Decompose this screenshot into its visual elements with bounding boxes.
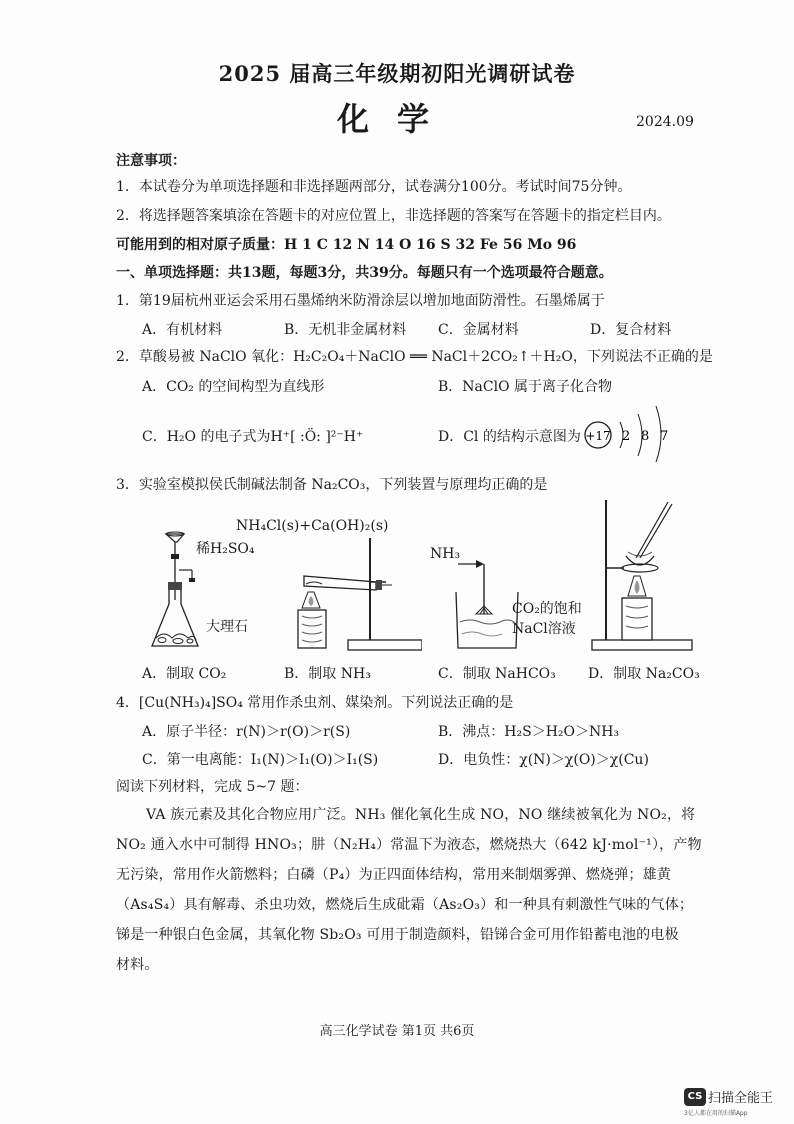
label-marble: 大理石 xyxy=(206,619,248,635)
subject-title: 化学 xyxy=(336,100,457,138)
q2-stem: 2．草酸易被 NaClO 氧化：H₂C₂O₄＋NaClO ══ NaCl＋2CO₂↑＋H₂O，下列说法不正确的是 xyxy=(116,349,713,365)
label-dilute-acid: 稀H₂SO₄ xyxy=(196,541,255,557)
section-heading: 一、单项选择题：共13题，每题3分，共39分。每题只有一个选项最符合题意。 xyxy=(116,265,613,281)
q1-option-a: A．有机材料 xyxy=(142,322,223,338)
label-reagent: NH₄Cl(s)+Ca(OH)₂(s) xyxy=(236,518,389,534)
apparatus-d-crucible xyxy=(588,496,698,656)
label-solution-line-1: CO₂的饱和 xyxy=(512,601,582,617)
q4-option-a: A．原子半径：r(N)＞r(O)＞r(S) xyxy=(142,724,351,740)
note-item-1: 1．本试卷分为单项选择题和非选择题两部分，试卷满分100分。考试时间75分钟。 xyxy=(116,179,632,195)
apparatus-c-beaker xyxy=(432,558,522,658)
exam-title: 2025 届高三年级期初阳光调研试卷 xyxy=(218,61,576,86)
cl-shell-3: 7 xyxy=(660,429,669,444)
scanner-tagline: 3亿人都在用的扫描App xyxy=(684,1110,748,1117)
q3-option-b: B．制取 NH₃ xyxy=(284,666,371,682)
q3-option-c: C．制取 NaHCO₃ xyxy=(438,666,556,682)
note-item-2: 2．将选择题答案填涂在答题卡的对应位置上，非选择题的答案写在答题卡的指定栏目内。 xyxy=(116,208,671,224)
q2-option-a: A．CO₂ 的空间构型为直线形 xyxy=(142,379,325,395)
reading-line-3: 无污染，常用作火箭燃料；白磷（P₄）为正四面体结构，常用来制烟雾弹、燃烧弹；雄黄 xyxy=(116,867,672,883)
scanner-logo-icon: CS xyxy=(684,1088,706,1106)
reading-line-2: NO₂ 通入水中可制得 HNO₃；肼（N₂H₄）常温下为液态，燃烧热大（642 kJ·mol⁻¹），产物 xyxy=(116,837,702,853)
q4-option-d: D．电负性：χ(N)＞χ(O)＞χ(Cu) xyxy=(438,752,649,768)
water-electron-formula: H⁺[ :Ö: ]²⁻H⁺ xyxy=(270,429,364,445)
cl-structure-diagram xyxy=(580,400,680,464)
exam-date: 2024.09 xyxy=(636,114,694,130)
q2-option-c xyxy=(142,426,363,446)
reading-heading: 阅读下列材料，完成 5~7 题： xyxy=(116,779,309,795)
notes-heading: 注意事项： xyxy=(116,153,186,169)
q2-option-c-label: C．H₂O 的电子式为 xyxy=(142,429,271,445)
reading-line-6: 材料。 xyxy=(116,957,159,973)
label-nh3: NH₃ xyxy=(430,546,461,562)
page-footer: 高三化学试卷 第1页 共6页 xyxy=(319,1024,475,1039)
q2-option-b: B．NaClO 属于离子化合物 xyxy=(438,379,613,395)
atomic-masses: 可能用到的相对原子质量：H 1 C 12 N 14 O 16 S 32 Fe 56 Mo 96 xyxy=(116,237,577,253)
apparatus-b-tube xyxy=(292,536,422,654)
q3-option-a: A．制取 CO₂ xyxy=(142,666,227,682)
cl-shell-2: 8 xyxy=(641,429,650,444)
q1-option-b: B．无机非金属材料 xyxy=(284,322,407,338)
reading-line-5: 锑是一种银白色金属，其氧化物 Sb₂O₃ 可用于制造颜料，铅锑合金可用作铅蓄电池的电极 xyxy=(116,927,679,943)
q4-stem: 4．[Cu(NH₃)₄]SO₄ 常用作杀虫剂、媒染剂。下列说法正确的是 xyxy=(116,695,514,711)
q1-option-d: D．复合材料 xyxy=(590,322,672,338)
reading-line-1: VA 族元素及其化合物应用广泛。NH₃ 催化氧化生成 NO，NO 继续被氧化为 NO₂，将 xyxy=(146,807,696,823)
q3-stem: 3．实验室模拟侯氏制碱法制备 Na₂CO₃，下列装置与原理均正确的是 xyxy=(116,477,548,493)
scanner-watermark xyxy=(684,1086,773,1106)
q1-option-c: C．金属材料 xyxy=(438,322,519,338)
q4-option-b: B．沸点：H₂S＞H₂O＞NH₃ xyxy=(438,724,620,740)
q2-option-d-label: D．Cl 的结构示意图为 xyxy=(438,429,581,445)
q1-stem: 1．第19届杭州亚运会采用石墨烯纳米防滑涂层以增加地面防滑性。石墨烯属于 xyxy=(116,293,605,309)
q4-option-c: C．第一电离能：I₁(N)＞I₁(O)＞I₁(S) xyxy=(142,752,379,768)
q3-option-d: D．制取 Na₂CO₃ xyxy=(588,666,700,682)
scanner-name: 扫描全能王 xyxy=(708,1091,774,1106)
cl-shell-1: 2 xyxy=(622,429,631,444)
cl-nucleus-charge: +17 xyxy=(585,429,611,443)
label-solution-line-2: NaCl溶液 xyxy=(512,621,576,637)
reading-line-4: （As₄S₄）具有解毒、杀虫功效，燃烧后生成砒霜（As₂O₃）和一种具有刺激性气味的气体； xyxy=(116,897,694,913)
